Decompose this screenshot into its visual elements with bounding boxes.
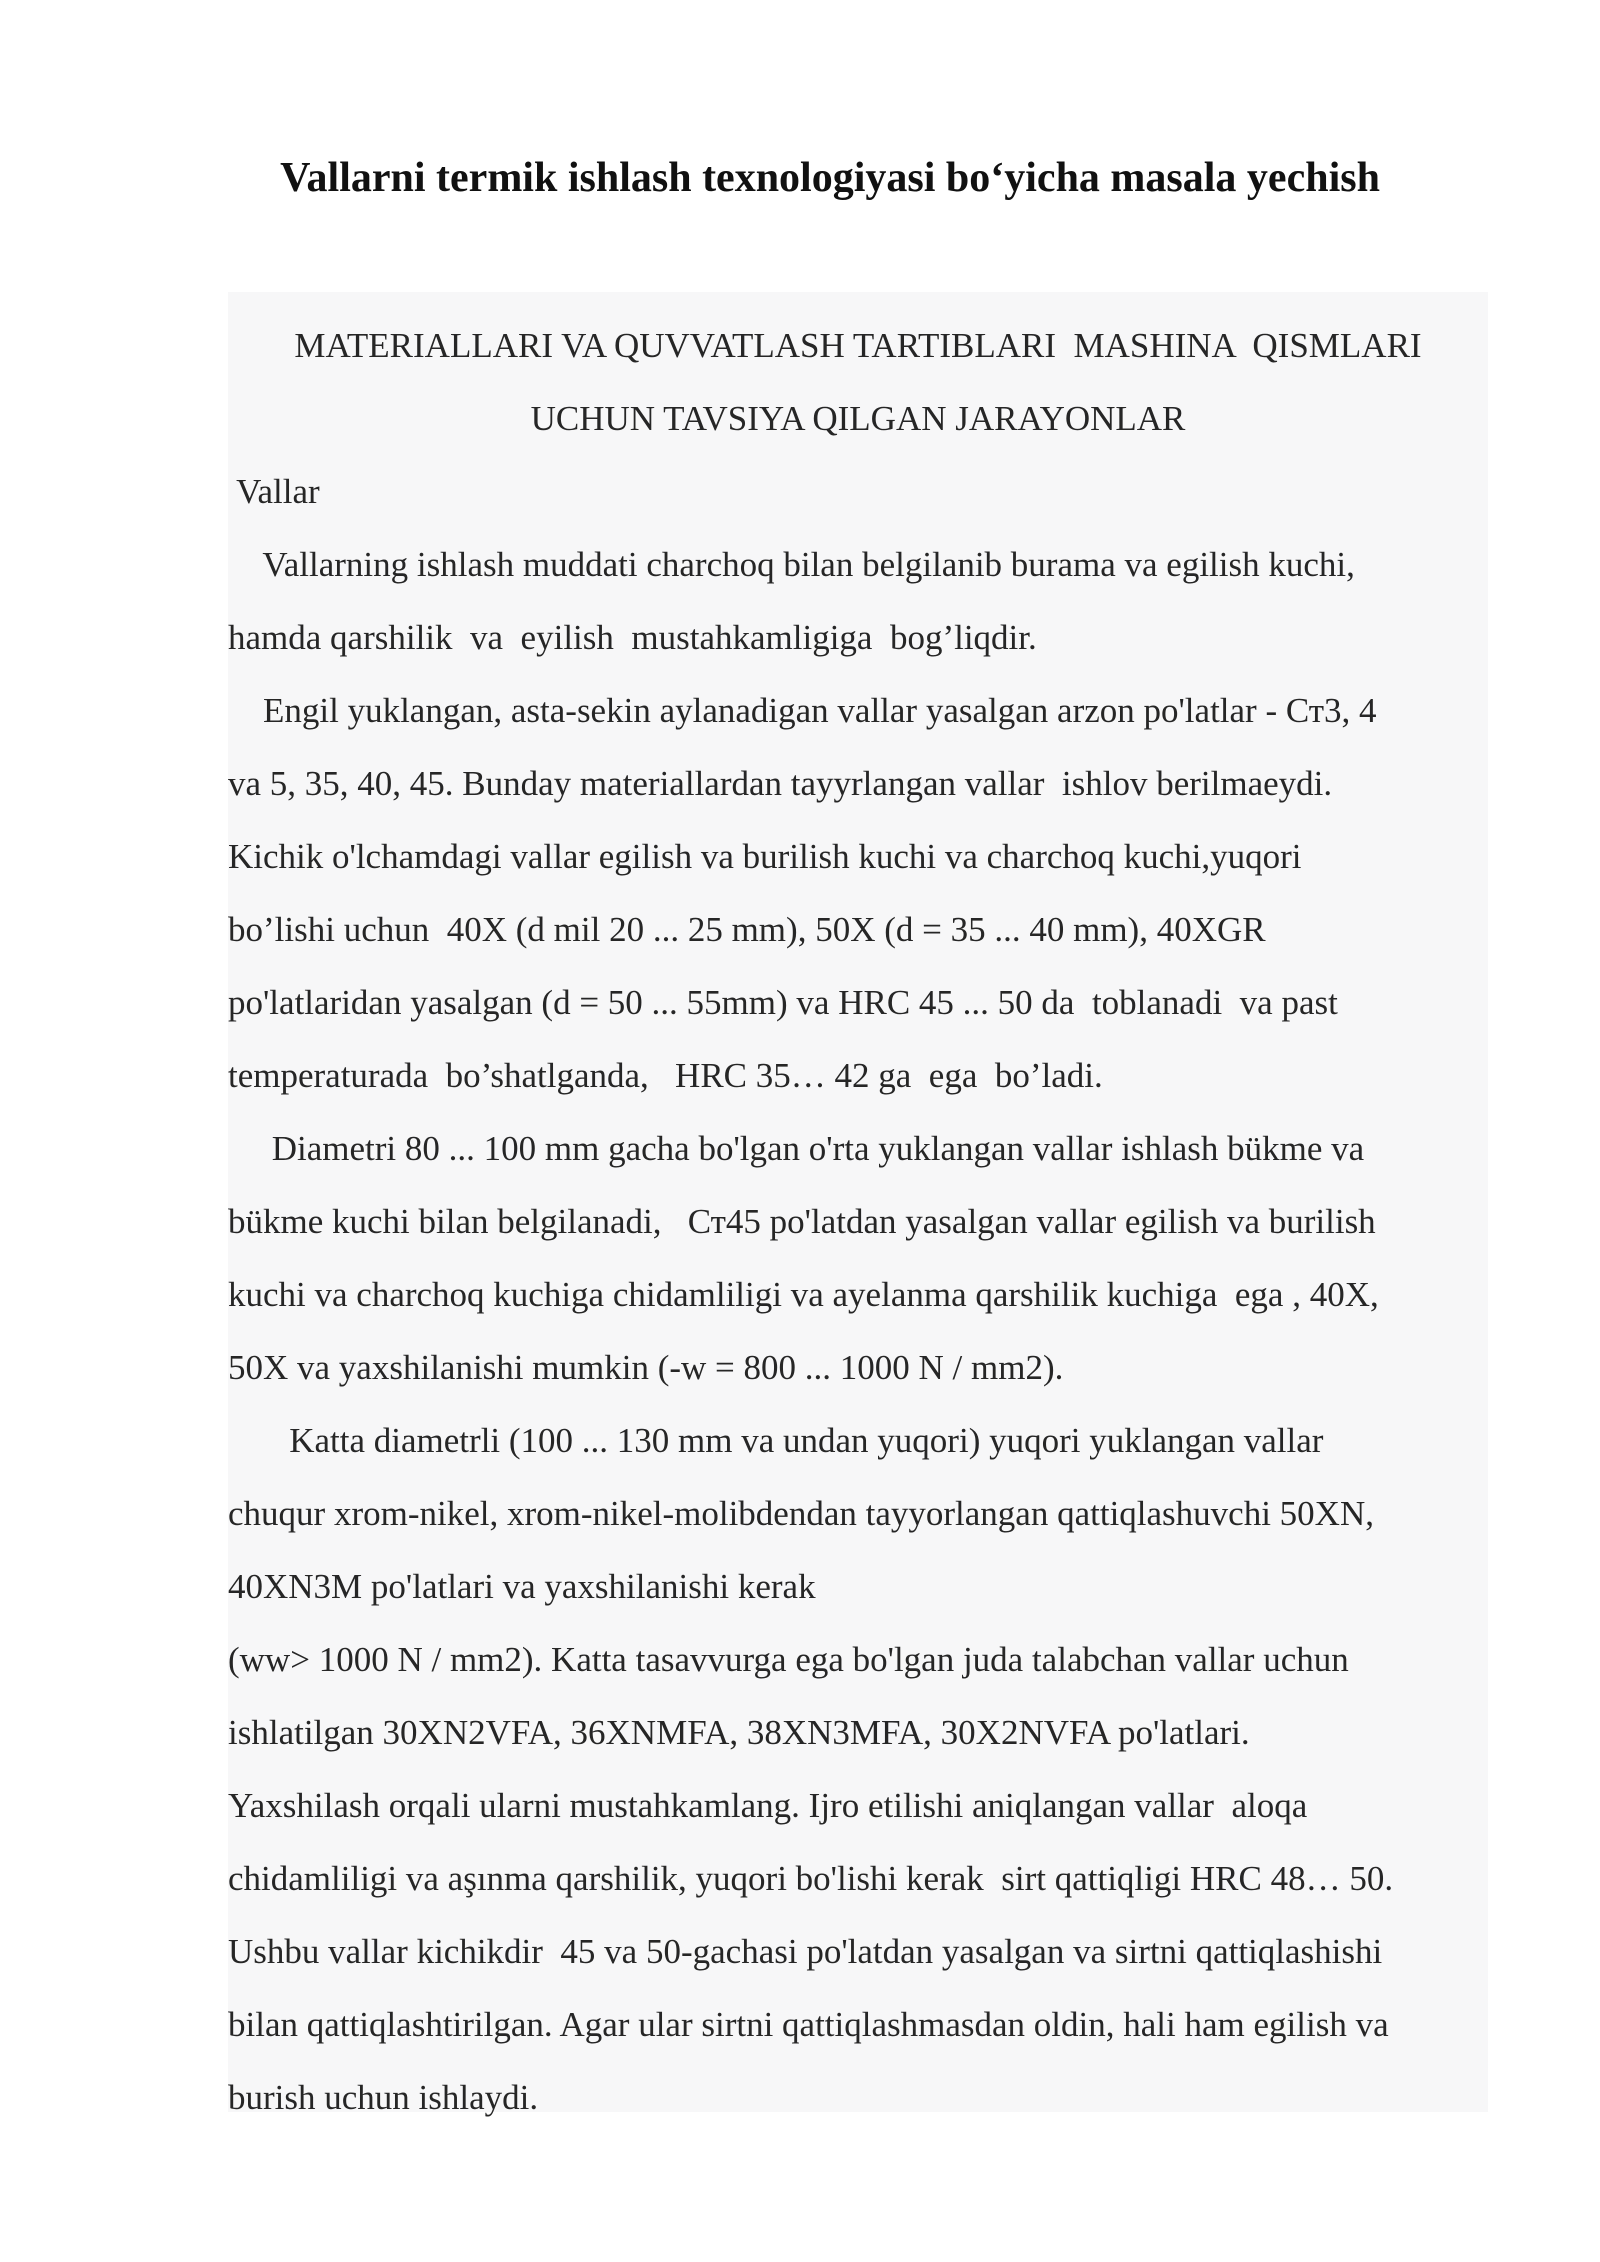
body-line: va 5, 35, 40, 45. Bunday materiallardan tayyrlangan vallar ishlov berilmaeydi.	[228, 764, 1333, 803]
body-line: temperaturada bo’shatlganda, HRC 35… 42 ga ega bo’ladi.	[228, 1056, 1103, 1095]
body-line: Katta diametrli (100 ... 130 mm va undan yuqori) yuqori yuklangan vallar	[228, 1421, 1324, 1460]
body-line: Engil yuklangan, asta-sekin aylanadigan vallar yasalgan arzon po'latlar - Ст3, 4	[228, 691, 1377, 730]
body-line: Ushbu vallar kichikdir 45 va 50-gachasi po'latdan yasalgan va sirtni qattiqlashishi	[228, 1932, 1383, 1971]
body-line: 50X va yaxshilanishi mumkin (-w = 800 ... 1000 N / mm2).	[228, 1348, 1064, 1387]
body-line: kuchi va charchoq kuchiga chidamliligi va ayelanma qarshilik kuchiga ega , 40X,	[228, 1275, 1379, 1314]
heading-line-1: MATERIALLARI VA QUVVATLASH TARTIBLARI MASHINA QISMLARI	[294, 326, 1422, 365]
body-line: hamda qarshilik va eyilish mustahkamligiga bog’liqdir.	[228, 618, 1037, 657]
body-line: (ww> 1000 N / mm2). Katta tasavvurga ega bo'lgan juda talabchan vallar uchun	[228, 1640, 1349, 1679]
body-line: Yaxshilash orqali ularni mustahkamlang. Ijro etilishi aniqlangan vallar aloqa	[228, 1786, 1308, 1825]
body-line: Diametri 80 ... 100 mm gacha bo'lgan o'rta yuklangan vallar ishlash bükme va	[228, 1129, 1365, 1168]
body-line: bo’lishi uchun 40X (d mil 20 ... 25 mm), 50X (d = 35 ... 40 mm), 40XGR	[228, 910, 1266, 949]
body-line: ishlatilgan 30XN2VFA, 36XNMFA, 38XN3MFA, 30X2NVFA po'latlari.	[228, 1713, 1250, 1752]
body-line: 40XN3M po'latlari va yaxshilanishi kerak	[228, 1567, 816, 1606]
body-line: Kichik o'lchamdagi vallar egilish va burilish kuchi va charchoq kuchi,yuqori	[228, 837, 1302, 876]
heading-line-2: UCHUN TAVSIYA QILGAN JARAYONLAR	[530, 399, 1186, 438]
body-line: bilan qattiqlashtirilgan. Agar ular sirtni qattiqlashmasdan oldin, hali ham egilish va	[228, 2005, 1389, 2044]
body-line: Vallarning ishlash muddati charchoq bilan belgilanib burama va egilish kuchi,	[228, 545, 1355, 584]
body-line: po'latlaridan yasalgan (d = 50 ... 55mm) va HRC 45 ... 50 da toblanadi va past	[228, 983, 1338, 1022]
body-line: bükme kuchi bilan belgilanadi, Ст45 po'latdan yasalgan vallar egilish va burilish	[228, 1202, 1376, 1241]
section-label: Vallar	[228, 472, 320, 511]
body-line: chuqur xrom-nikel, xrom-nikel-molibdendan tayyorlangan qattiqlashuvchi 50XN,	[228, 1494, 1374, 1533]
body-line: burish uchun ishlaydi.	[228, 2078, 539, 2117]
document-title: Vallarni termik ishlash texnologiyasi bo‘yicha masala yechish	[280, 155, 1380, 201]
body-line: chidamliligi va aşınma qarshilik, yuqori bo'lishi kerak sirt qattiqligi HRC 48… 50.	[228, 1859, 1394, 1898]
